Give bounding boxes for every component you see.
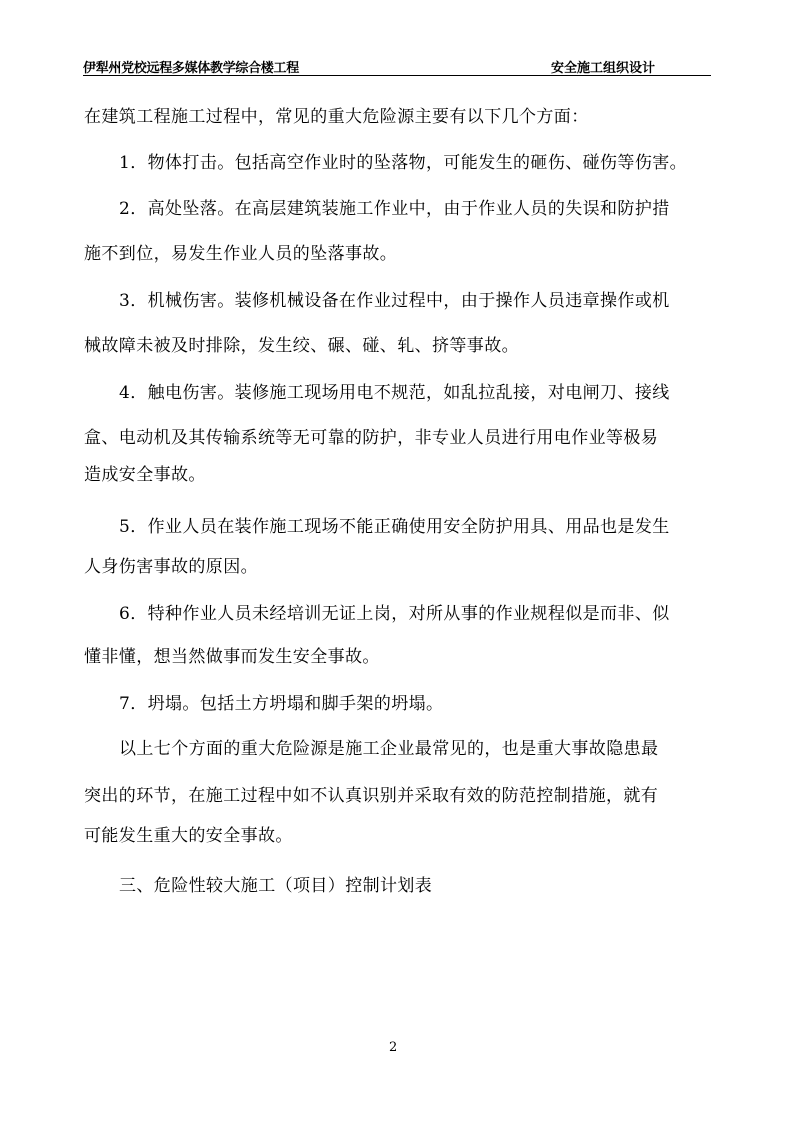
summary-line-3: 可能发生重大的安全事故。	[84, 826, 293, 846]
list-item-7: 7．坍塌。包括土方坍塌和脚手架的坍塌。	[119, 694, 444, 714]
paragraph-intro: 在建筑工程施工过程中，常见的重大危险源主要有以下几个方面：	[84, 107, 589, 127]
list-item-3-line-2: 械故障未被及时排除，发生绞、碾、碰、轧、挤等事故。	[84, 336, 519, 356]
summary-line-1: 以上七个方面的重大危险源是施工企业最常见的，也是重大事故隐患最	[119, 739, 659, 759]
list-item-4-line-2: 盒、电动机及其传输系统等无可靠的防护，非专业人员进行用电作业等极易	[84, 428, 659, 448]
list-item-2-line-1: 2．高处坠落。在高层建筑装施工作业中，由于作业人员的失误和防护措	[119, 199, 670, 219]
list-item-6-line-2: 懂非懂，想当然做事而发生安全事故。	[84, 647, 380, 667]
page-number: 2	[389, 1040, 398, 1055]
page-header	[83, 55, 711, 76]
list-item-2-line-2: 施不到位，易发生作业人员的坠落事故。	[84, 244, 398, 264]
header-document-title: 安全施工组织设计	[550, 61, 655, 76]
list-item-4-line-1: 4．触电伤害。装修施工现场用电不规范，如乱拉乱接，对电闸刀、接线	[119, 383, 670, 403]
list-item-1: 1．物体打击。包括高空作业时的坠落物，可能发生的砸伤、碰伤等伤害。	[119, 153, 688, 173]
summary-line-2: 突出的环节，在施工过程中如不认真识别并采取有效的防范控制措施，就有	[84, 786, 659, 806]
section-heading: 三、危险性较大施工（项目）控制计划表	[119, 876, 433, 896]
list-item-4-line-3: 造成安全事故。	[84, 465, 206, 485]
list-item-3-line-1: 3．机械伤害。装修机械设备在作业过程中，由于操作人员违章操作或机	[119, 291, 670, 311]
list-item-5-line-2: 人身伤害事故的原因。	[84, 557, 258, 577]
header-project-title: 伊犁州党校远程多媒体教学综合楼工程	[83, 61, 299, 76]
list-item-5-line-1: 5．作业人员在装作施工现场不能正确使用安全防护用具、用品也是发生	[119, 517, 670, 537]
list-item-6-line-1: 6．特种作业人员未经培训无证上岗，对所从事的作业规程似是而非、似	[119, 604, 670, 624]
